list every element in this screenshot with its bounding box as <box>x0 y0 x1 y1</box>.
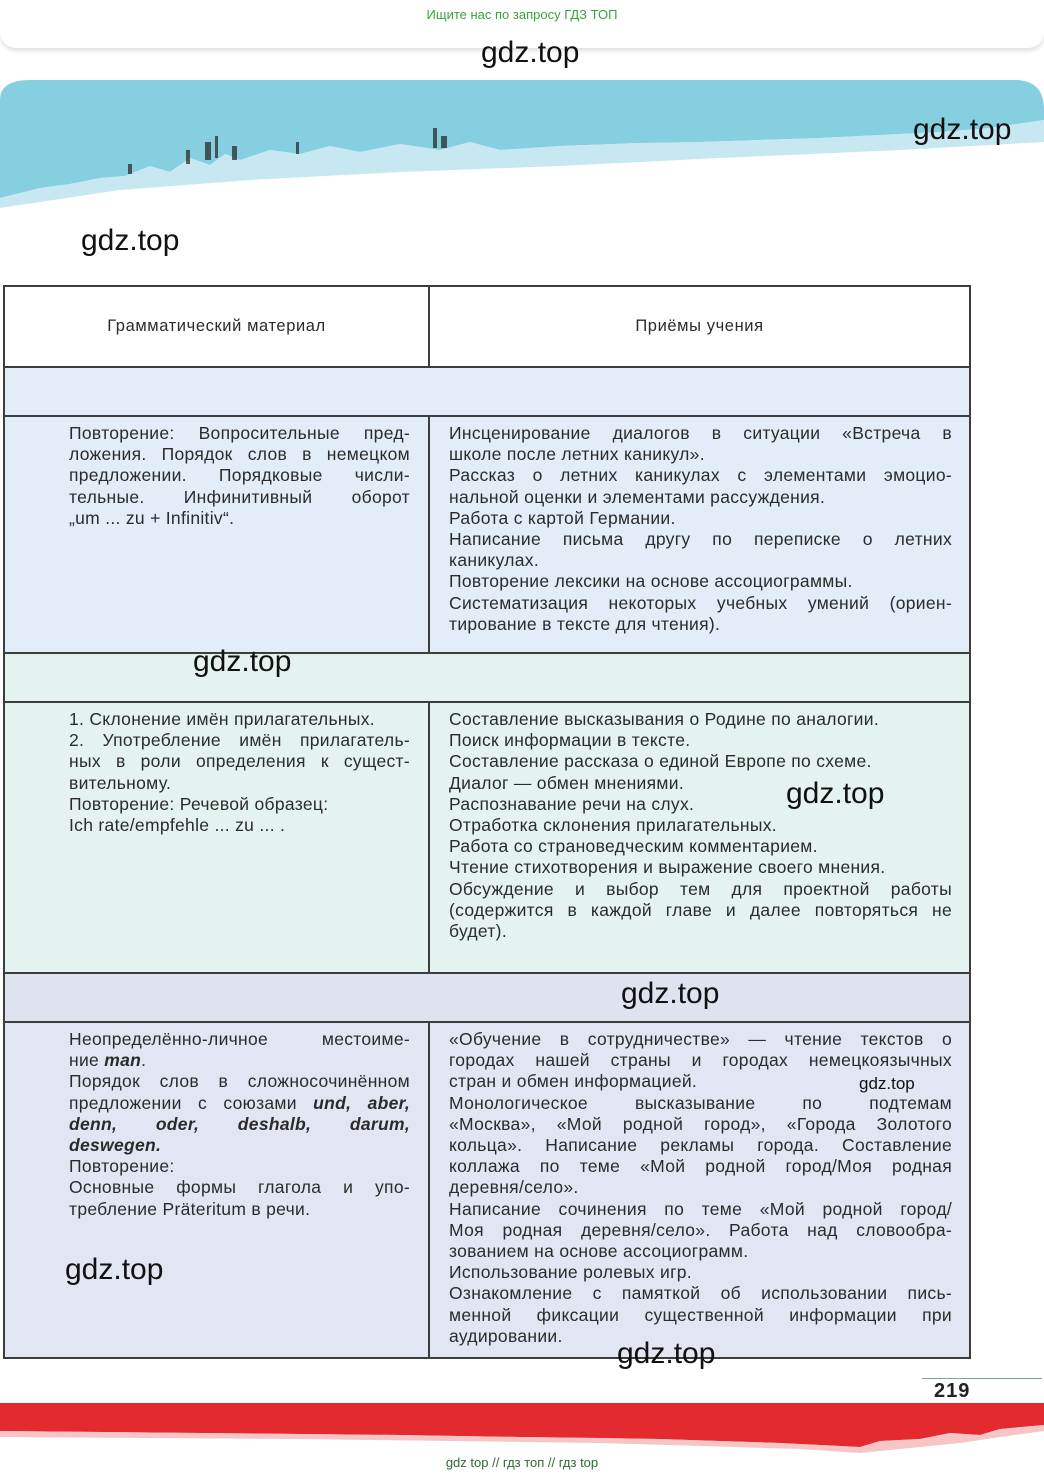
header-methods: Приёмы учения <box>429 286 970 367</box>
table-row <box>4 1022 970 1358</box>
table-row <box>4 702 970 973</box>
watermark: gdz.top <box>859 1074 915 1093</box>
curriculum-table <box>3 285 971 1359</box>
page-number: 219 <box>934 1380 971 1402</box>
watermark: gdz.top <box>81 224 180 257</box>
watermark: gdz.top <box>617 1337 716 1370</box>
watermark: gdz.top <box>621 977 720 1010</box>
header-grammar: Грамматический материал <box>4 286 429 367</box>
table-row <box>4 416 970 653</box>
watermark: gdz.top <box>481 36 580 69</box>
watermark: gdz.top <box>786 777 885 810</box>
methods-cell: Инсценирование диалогов в ситуации «Встреча в школе после летних каникул». Рассказ о летних каникулах с элементами эмоцио- нальной оценки и элементами рассуждения. Работа с картой Германии. Написание письма другу по переписке о летних каникулах. Повторение лексики на основе ассоциограммы. Систематизация некоторых учебных умений (ориен- тирование в тексте для чтения). <box>429 416 970 653</box>
section-separator <box>4 653 970 702</box>
section-separator <box>4 973 970 1022</box>
top-bar-text: Ищите нас по запросу ГДЗ ТОП <box>426 7 618 22</box>
grammar-cell: Неопределённо-личное местоиме- ние man. Порядок слов в сложносочинённом предложении с союзами und, aber, denn, oder, deshalb, darum, deswegen. Повторение: Основные формы глагола и упо- требление Präteritum в речи. <box>4 1022 429 1358</box>
footer-text: gdz top // гдз топ // гдз top <box>445 1455 599 1470</box>
watermark: gdz.top <box>65 1253 164 1286</box>
grammar-cell: 1. Склонение имён прилагательных. 2. Употребление имён прилагатель- ных в роли определения к сущест- вительному. Повторение: Речевой образец: Ich rate/empfehle ... zu ... . <box>4 702 429 973</box>
watermark: gdz.top <box>193 645 292 678</box>
grammar-cell: Повторение: Вопросительные пред- ложения. Порядок слов в немецком предложении. Порядковые числи- тельные. Инфинитивный оборот „um ... zu + Infinitiv“. <box>4 416 429 653</box>
methods-cell: Составление высказывания о Родине по аналогии. Поиск информации в тексте. Составление рассказа о единой Европе по схеме. Диалог — обмен мнениями. Распознавание речи на слух. Отработка склонения прилагательных. Работа со страноведческим комментарием. Чтение стихотворения и выражение своего мнения. Обсуждение и выбор тем для проектной работы (содержится в каждой главе и далее повторяться не будет). <box>429 702 970 973</box>
section-separator <box>4 367 970 416</box>
watermark: gdz.top <box>913 113 1012 146</box>
decorative-footer-band <box>0 1395 1044 1455</box>
decorative-banner <box>0 80 1044 230</box>
page-number-rule <box>922 1378 1042 1379</box>
methods-cell: «Обучение в сотрудничестве» — чтение текстов о городах нашей страны и городах немецкоязычных стран и обмен информацией. Монологическое высказывание по подтемам «Москва», «Мой родной город», «Города Золотого кольца». Написание рекламы города. Составление коллажа по теме «Мой родной город/Моя родная деревня/село». Написание сочинения по теме «Мой родной город/ Моя родная деревня/село». Работа над словообра- зованием на основе ассоциограмм. Использование ролевых игр. Ознакомление с памяткой об использовании пись- менной фиксации существенной информации при аудировании. <box>429 1022 970 1358</box>
